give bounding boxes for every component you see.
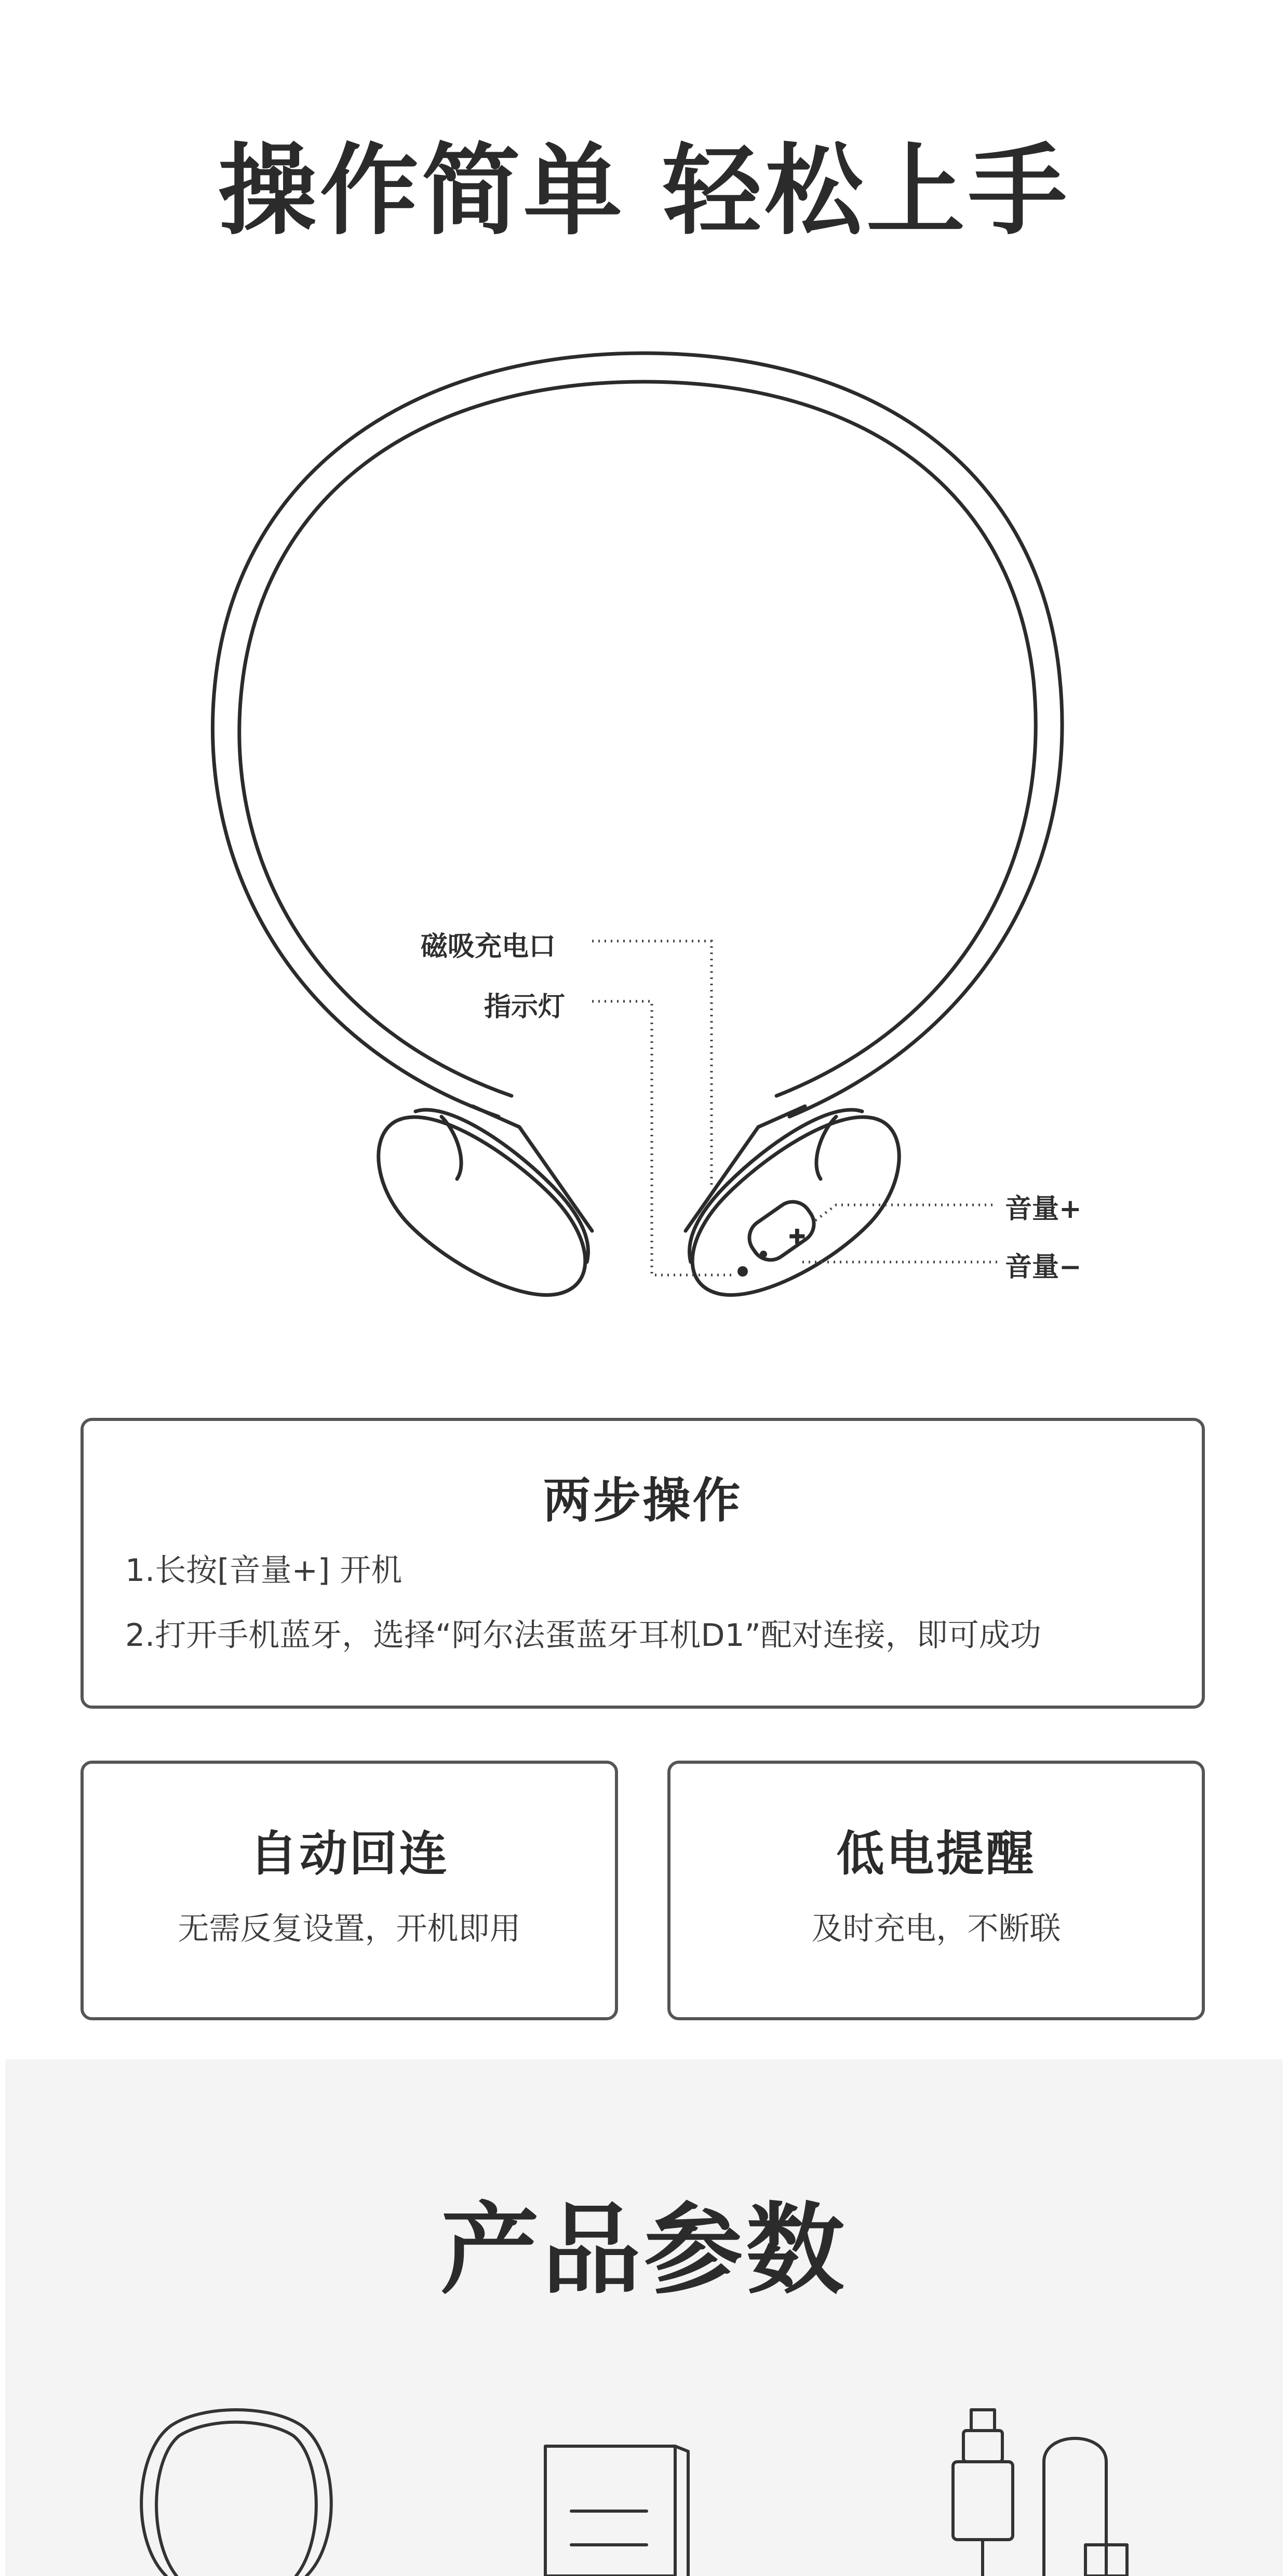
auto-reconnect-card [81, 1761, 618, 2020]
label-charging-port: 磁吸充电口 [421, 931, 556, 962]
headset-icon [141, 2410, 331, 2576]
neckband-outer [213, 353, 1063, 1117]
params-title: 产品参数 [440, 2193, 848, 2307]
left-earpiece [379, 1106, 592, 1295]
label-volume-up: 音量+ [1005, 1193, 1082, 1225]
label-volume-down: 音量− [1005, 1252, 1082, 1283]
low-battery-card [667, 1761, 1205, 2020]
manual-icon [545, 2446, 688, 2576]
page-title: 操作简单 轻松上手 [218, 133, 1070, 248]
label-indicator: 指示灯 [484, 991, 566, 1023]
auto-reconnect-text: 无需反复设置，开机即用 [178, 1911, 521, 1947]
indicator-light-icon [737, 1266, 748, 1277]
leader-charging-port [592, 941, 712, 1187]
low-battery-title: 低电提醒 [836, 1826, 1036, 1882]
step-1-text: 1.长按[音量+] 开机 [125, 1552, 403, 1589]
auto-reconnect-title: 自动回连 [249, 1826, 449, 1882]
low-battery-text: 及时充电，不断联 [811, 1911, 1061, 1947]
cable-icon [953, 2410, 1127, 2576]
steps-card-title: 两步操作 [543, 1473, 743, 1528]
neckband-inner [239, 382, 1036, 1096]
leader-indicator [592, 1001, 735, 1275]
plus-icon: ✚ [788, 1225, 806, 1249]
steps-card [81, 1418, 1205, 1709]
step-2-text: 2.打开手机蓝牙，选择“阿尔法蛋蓝牙耳机D1”配对连接，即可成功 [125, 1617, 1041, 1654]
leader-volume-up [815, 1205, 997, 1220]
right-earpiece [686, 1106, 899, 1295]
params-icons [0, 2389, 1288, 2576]
